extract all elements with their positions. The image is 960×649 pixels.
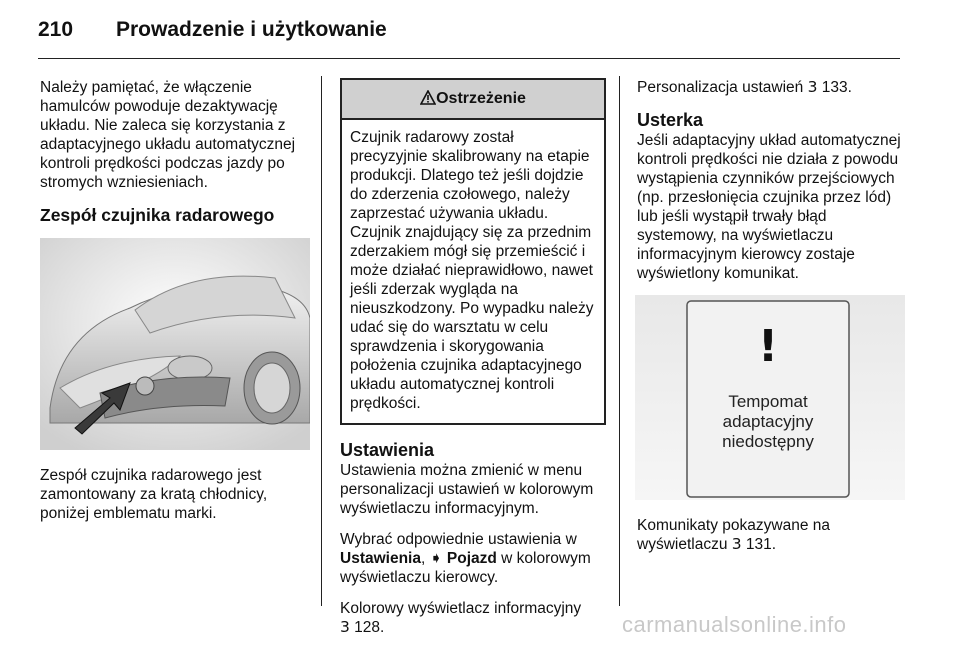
car-radar-illustration: [40, 238, 310, 450]
cluster-display-illustration: [635, 295, 905, 500]
page-ref-133[interactable]: 133.: [817, 79, 852, 96]
column-1: [40, 78, 310, 535]
column-divider-left: [321, 76, 322, 606]
arrow-icon: ➧: [429, 550, 443, 567]
page-number: 210: [38, 18, 74, 41]
page-header: [38, 18, 387, 42]
vehicle-menu-label: Pojazd: [442, 550, 497, 567]
radar-caption: Zespół czujnika radarowego jest zamontowany za kratą chłodnicy, poniżej emblematu marki.: [40, 467, 268, 522]
warning-header: [342, 80, 604, 120]
header-rule: [38, 58, 900, 59]
display-line-2: adaptacyjny: [722, 412, 814, 431]
display-line-1: Tempomat: [728, 392, 808, 411]
exclamation-icon: !: [757, 321, 779, 372]
radar-section-heading: Zespół czujnika radarowego: [40, 205, 275, 225]
intro-paragraph: Należy pamiętać, że włączenie hamulców powoduje dezaktywację układu. Nie zaleca się korzystania z adaptacyjnego układu automatycznej kontroli prędkości podczas jazdy po stromych wzniesieniach.: [40, 79, 296, 191]
display-line-3: niedostępny: [722, 432, 814, 451]
page-title: Prowadzenie i użytkowanie: [116, 18, 387, 41]
fault-paragraph: Jeśli adaptacyjny układ automatycznej kontroli prędkości nie działa z powodu wystąpienia czynników przejściowych (np. przesłonięcia czujnika przez lód) lub jeśli wystąpił trwały błąd systemowy, na wyświetlaczu informacyjnym kierowcy zostaje wyświetlony komunikat.: [637, 132, 901, 282]
fault-heading: Usterka: [637, 110, 704, 130]
watermark: carmanualsonline.info: [622, 612, 847, 637]
warning-box: [340, 78, 606, 425]
page-ref-131[interactable]: 131.: [741, 536, 777, 553]
personalization-ref: Personalizacja ustawień 3 133.: [637, 78, 852, 96]
page-ref-icon: 3: [731, 535, 742, 553]
page-ref-icon: 3: [340, 618, 350, 636]
warning-title: Ostrzeżenie: [436, 90, 526, 107]
warning-triangle-icon: [420, 90, 436, 105]
settings-paragraph-1: Ustawienia można zmienić w menu personalizacji ustawień w kolorowym wyświetlaczu informacyjnym.: [340, 462, 594, 517]
settings-paragraph-3: Kolorowy wyświetlacz informacyjny 3 128.: [340, 600, 582, 636]
column-2: [340, 78, 606, 649]
column-3: [637, 78, 907, 566]
settings-menu-label: Ustawienia: [340, 550, 421, 567]
settings-heading: Ustawienia: [340, 440, 435, 460]
page-ref-128[interactable]: 128.: [349, 619, 385, 636]
page-ref-icon: 3: [807, 78, 818, 96]
warning-text: Czujnik radarowy został precyzyjnie skalibrowany na etapie produkcji. Dlatego też jeśli dojdzie do zderzenia czołowego, należy zaprzestać używania układu. Czujnik znajdujący się za przednim zderzakiem mógł się przemieścić i może działać nieprawidłowo, nawet jeśli zderzak wygląda na nieuszkodzony. Po wypadku należy udać się do warsztatu w celu sprawdzenia i skorygowania położenia czujnika adaptacyjnego układu automatycznej kontroli prędkości.: [350, 129, 594, 412]
column-divider-right: [619, 76, 620, 606]
settings-paragraph-2: Wybrać odpowiednie ustawienia w Ustawienia, ➧ Pojazd w kolorowym wyświetlaczu kierowcy.: [340, 531, 591, 586]
display-caption: Komunikaty pokazywane na wyświetlaczu 3 131.: [637, 517, 831, 553]
